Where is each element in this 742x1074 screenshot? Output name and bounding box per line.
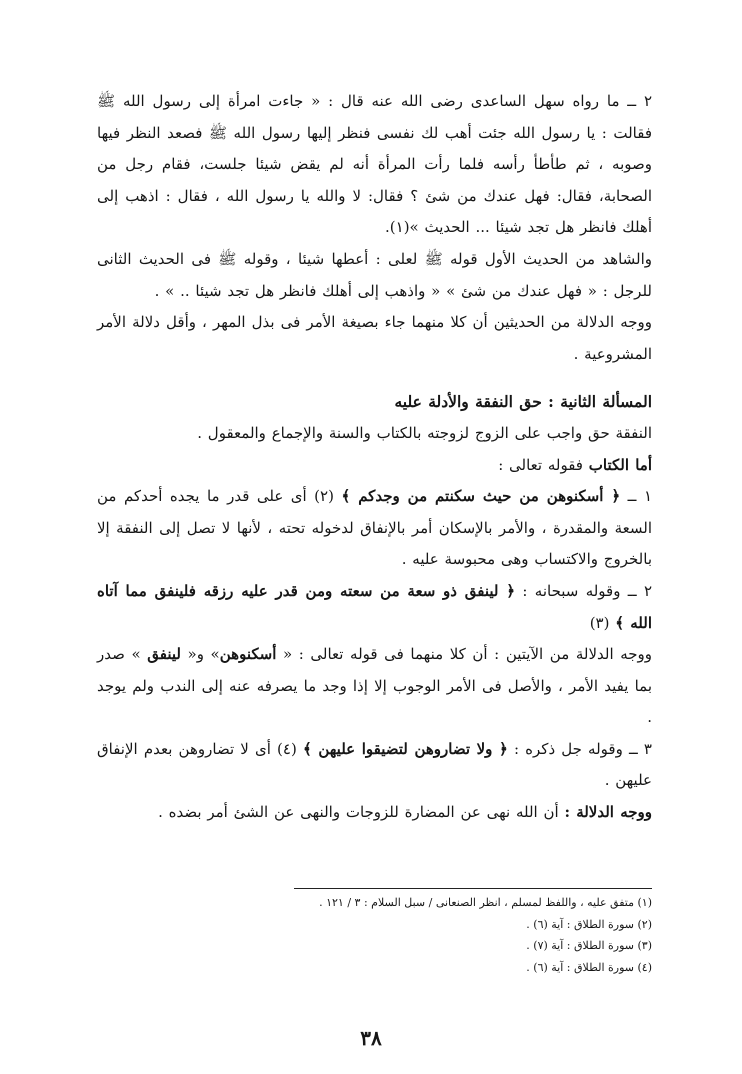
evidence-item-2 xyxy=(97,576,652,639)
term-askinuhunna: أسكنوهن xyxy=(219,645,277,664)
intro-paragraph: النفقة حق واجب على الزوج لزوجته بالكتاب والسنة والإجماع والمعقول . xyxy=(197,423,652,442)
item-1-number: ١ ــ xyxy=(620,487,653,506)
verse-2: ﴿ لينفق ذو سعة من سعته ومن قدر عليه رزقه فلينفق مما آتاه الله ﴾ xyxy=(97,581,652,632)
footnote-4: (٤) سورة الطلاق : آية (٦) . xyxy=(526,960,652,974)
page-number: ٣٨ xyxy=(360,1026,382,1050)
term-liyunfiq: لينفق xyxy=(147,645,181,664)
final-indication xyxy=(97,797,652,829)
item-3-explanation: (٤) أى لا تضاروهن بعدم الإنفاق عليهن . xyxy=(97,739,652,790)
verse-3: ﴿ ولا تضاروهن لتضيقوا عليهن ﴾ xyxy=(302,739,508,758)
evidence-paragraph: والشاهد من الحديث الأول قوله ﷺ لعلى : أعطها شيئا ، وقوله ﷺ فى الحديث الثانى للرجل : « فهل عندك من شئ » « واذهب إلى أهلك فانظر هل تجد شيئا .. » . xyxy=(97,249,652,300)
verse-1: ﴿ أسكنوهن من حيث سكنتم من وجدكم ﴾ xyxy=(341,487,621,506)
footnote-1: (١) متفق عليه ، واللفظ لمسلم ، انظر الصنعانى / سبل السلام : ٣ / ١٢١ . xyxy=(319,896,652,909)
book-evidence-label: أما الكتاب xyxy=(588,455,652,474)
item-2-footnote-ref: (٣) xyxy=(589,613,616,632)
indication-rest: » صدر بما يفيد الأمر ، والأصل فى الأمر الوجوب إلا إذا وجد ما يصرفه عنه إلى الندب ولم يوجد . xyxy=(97,645,652,727)
indication-label: ووجه الدلالة : xyxy=(564,803,652,822)
footnotes xyxy=(294,888,652,978)
two-verses-indication xyxy=(97,639,652,734)
item-2-intro: ٢ ــ وقوله سبحانه : xyxy=(515,581,652,600)
item-3-intro: ٣ ــ وقوله جل ذكره : xyxy=(507,739,652,758)
evidence-item-3 xyxy=(97,734,652,797)
section-heading: المسألة الثانية : حق النفقة والأدلة عليه xyxy=(394,392,652,412)
indication-text: أن الله نهى عن المضارة للزوجات والنهى عن الشئ أمر بضده . xyxy=(158,803,565,822)
book-evidence-intro xyxy=(97,450,652,482)
indication-joiner: » و« xyxy=(180,645,220,664)
indication-paragraph: ووجه الدلالة من الحديثين أن كلا منهما جاء بصيغة الأمر فى بذل المهر ، وأقل دلالة الأمر المشروعية . xyxy=(97,313,652,363)
evidence-item-1 xyxy=(97,481,652,576)
item-1-explanation: (٢) أى على قدر ما يجده أحدكم من السعة والمقدرة ، والأمر بالإسكان أمر بالإنفاق لدخوله تحته ، لأنها لا تصل إلى النفقة إلا بالخروج والاكتساب وهى محبوسة عليه . xyxy=(97,487,652,569)
book-evidence-text: فقوله تعالى : xyxy=(498,455,589,474)
footnote-2: (٢) سورة الطلاق : آية (٦) . xyxy=(526,917,652,931)
footnote-3: (٣) سورة الطلاق : آية (٧) . xyxy=(526,939,652,952)
section-gap xyxy=(97,370,652,386)
page-body xyxy=(97,86,652,829)
indication-intro: ووجه الدلالة من الآيتين : أن كلا منهما فى قوله تعالى : « xyxy=(276,645,653,664)
hadith-paragraph: ٢ ــ ما رواه سهل الساعدى رضى الله عنه قال : « جاءت امرأة إلى رسول الله ﷺ فقالت : يا رسول الله جئت أهب لك نفسى فنظر إليها رسول الله ﷺ فصعد النظر فيها وصوبه ، ثم طأطأ رأسه فلما رأت المرأة أنه لم يقض شيئا جلست، فقام رجل من الصحابة، فقال: فهل عندك من شئ ؟ فقال: لا والله يا رسول الله ، فقال : اذهب إلى أهلك فانظر هل تجد شيئا ... الحديث »(١). xyxy=(97,92,652,237)
